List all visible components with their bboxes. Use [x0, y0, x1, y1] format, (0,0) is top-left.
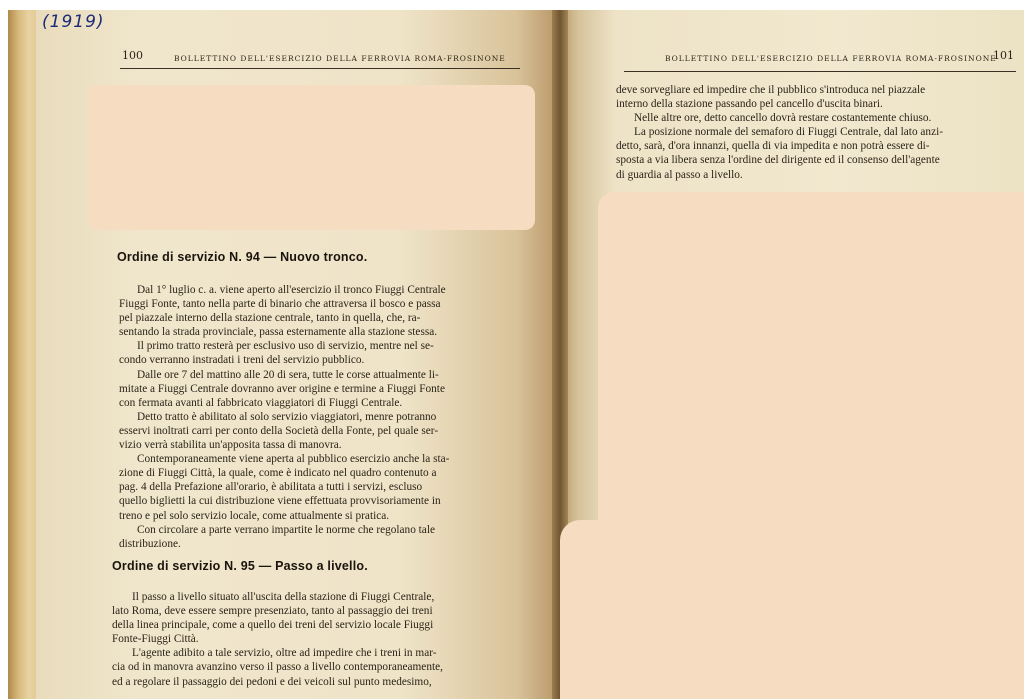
- text-line: ed a regolare il passaggio dei pedoni e dei veicoli sul punto medesimo,: [112, 675, 432, 688]
- text-line: La posizione normale del semaforo di Fiuggi Centrale, dal lato anzi-: [634, 126, 943, 139]
- text-line: sposta a via libera senza l'ordine del dirigente ed il consenso dell'agente: [616, 154, 940, 167]
- right-header-rule: [624, 71, 1016, 72]
- text-line: Dal 1° luglio c. a. viene aperto all'esercizio il tronco Fiuggi Centrale: [137, 284, 446, 296]
- redacted-block-right-edge: [560, 520, 600, 699]
- section-95-title: Ordine di servizio N. 95 — Passo a livello.: [112, 559, 368, 573]
- redacted-block-right: [598, 192, 1024, 699]
- text-line: della linea principale, come a quello dei treni del servizio locale Fiuggi: [112, 619, 434, 632]
- text-line: Il passo a livello situato all'uscita della stazione di Fiuggi Centrale,: [132, 591, 435, 603]
- text-line: Nelle altre ore, detto cancello dovrà restare costantemente chiuso.: [634, 112, 932, 125]
- text-line: L'agente adibito a tale servizio, oltre ad impedire che i treni in mar-: [132, 647, 437, 660]
- text-line: sentando la strada provinciale, passa esternamente alla stazione stessa.: [119, 326, 438, 339]
- text-line: cia od in manovra avanzino verso il passo a livello contemporaneamente,: [112, 661, 443, 674]
- section-94-title: Ordine di servizio N. 94 — Nuovo tronco.: [117, 250, 368, 264]
- book-spine-edge: [8, 10, 38, 699]
- redacted-block-left: [88, 85, 535, 230]
- text-line: esservi inoltrati carri per conto della Società della Fonte, pel quale ser-: [119, 424, 439, 437]
- text-line: Fonte-Fiuggi Città.: [112, 633, 199, 646]
- text-line: zione di Fiuggi Città, la quale, come è indicato nel quadro contenuto a: [119, 467, 437, 480]
- text-line: Detto tratto è abilitato al solo servizio viaggiatori, menre potranno: [137, 410, 437, 423]
- left-running-head: BOLLETTINO DELL'ESERCIZIO DELLA FERROVIA ROMA-FROSINONE: [174, 54, 506, 63]
- text-line: pag. 4 della Prefazione all'orario, è abilitata a tutti i servizi, escluso: [119, 481, 423, 494]
- text-line: interno della stazione passando pel cancello d'uscita binari.: [616, 98, 883, 111]
- right-running-head: BOLLETTINO DELL'ESERCIZIO DELLA FERROVIA ROMA-FROSINONE: [665, 54, 997, 63]
- text-line: vizio verrà stabilita un'apposita tassa di manovra.: [119, 439, 342, 452]
- text-line: mitate a Fiuggi Centrale dovranno aver origine e termine a Fiuggi Fonte: [119, 382, 445, 395]
- section-95-body: [112, 590, 443, 689]
- text-line: distribuzione.: [119, 537, 181, 550]
- text-line: con fermata avanti al fabbricato viaggiatori di Fiuggi Centrale.: [119, 396, 403, 409]
- right-page-body: [616, 83, 943, 182]
- text-line: Il primo tratto resterà per esclusivo uso di servizio, mentre nel se-: [137, 340, 434, 353]
- text-line: detto, sarà, d'ora innanzi, quella di via impedita e non potrà essere di-: [616, 140, 930, 153]
- text-line: lato Roma, deve essere sempre presenziato, tanto al passaggio dei treni: [112, 605, 433, 618]
- left-page-number: 100: [122, 49, 143, 62]
- right-page-number: 101: [993, 49, 1014, 62]
- text-line: Fiuggi Fonte, tanto nella parte di binario che attraversa il bosco e passa: [119, 298, 441, 311]
- text-line: deve sorvegliare ed impedire che il pubblico s'introduca nel piazzale: [616, 84, 926, 96]
- text-line: Contemporaneamente viene aperta al pubblico esercizio anche la sta-: [137, 453, 450, 466]
- text-line: di guardia al passo a livello.: [616, 168, 743, 181]
- text-line: Dalle ore 7 del mattino alle 20 di sera, tutte le corse attualmente li-: [137, 368, 439, 381]
- text-line: condo verranno instradati i treni del servizio pubblico.: [119, 354, 365, 367]
- section-94-body: [119, 283, 449, 551]
- text-line: quello biglietti la cui distribuzione viene effettuata provvisoriamente in: [119, 495, 441, 508]
- text-line: treno e pel solo servizio locale, come attualmente si pratica.: [119, 509, 390, 522]
- handwritten-note: (1919): [42, 12, 105, 32]
- left-header-rule: [120, 68, 520, 69]
- text-line: pel piazzale interno della stazione centrale, tanto in quella, che, ra-: [119, 312, 421, 325]
- text-line: Con circolare a parte verrano impartite le norme che regolano tale: [137, 523, 435, 536]
